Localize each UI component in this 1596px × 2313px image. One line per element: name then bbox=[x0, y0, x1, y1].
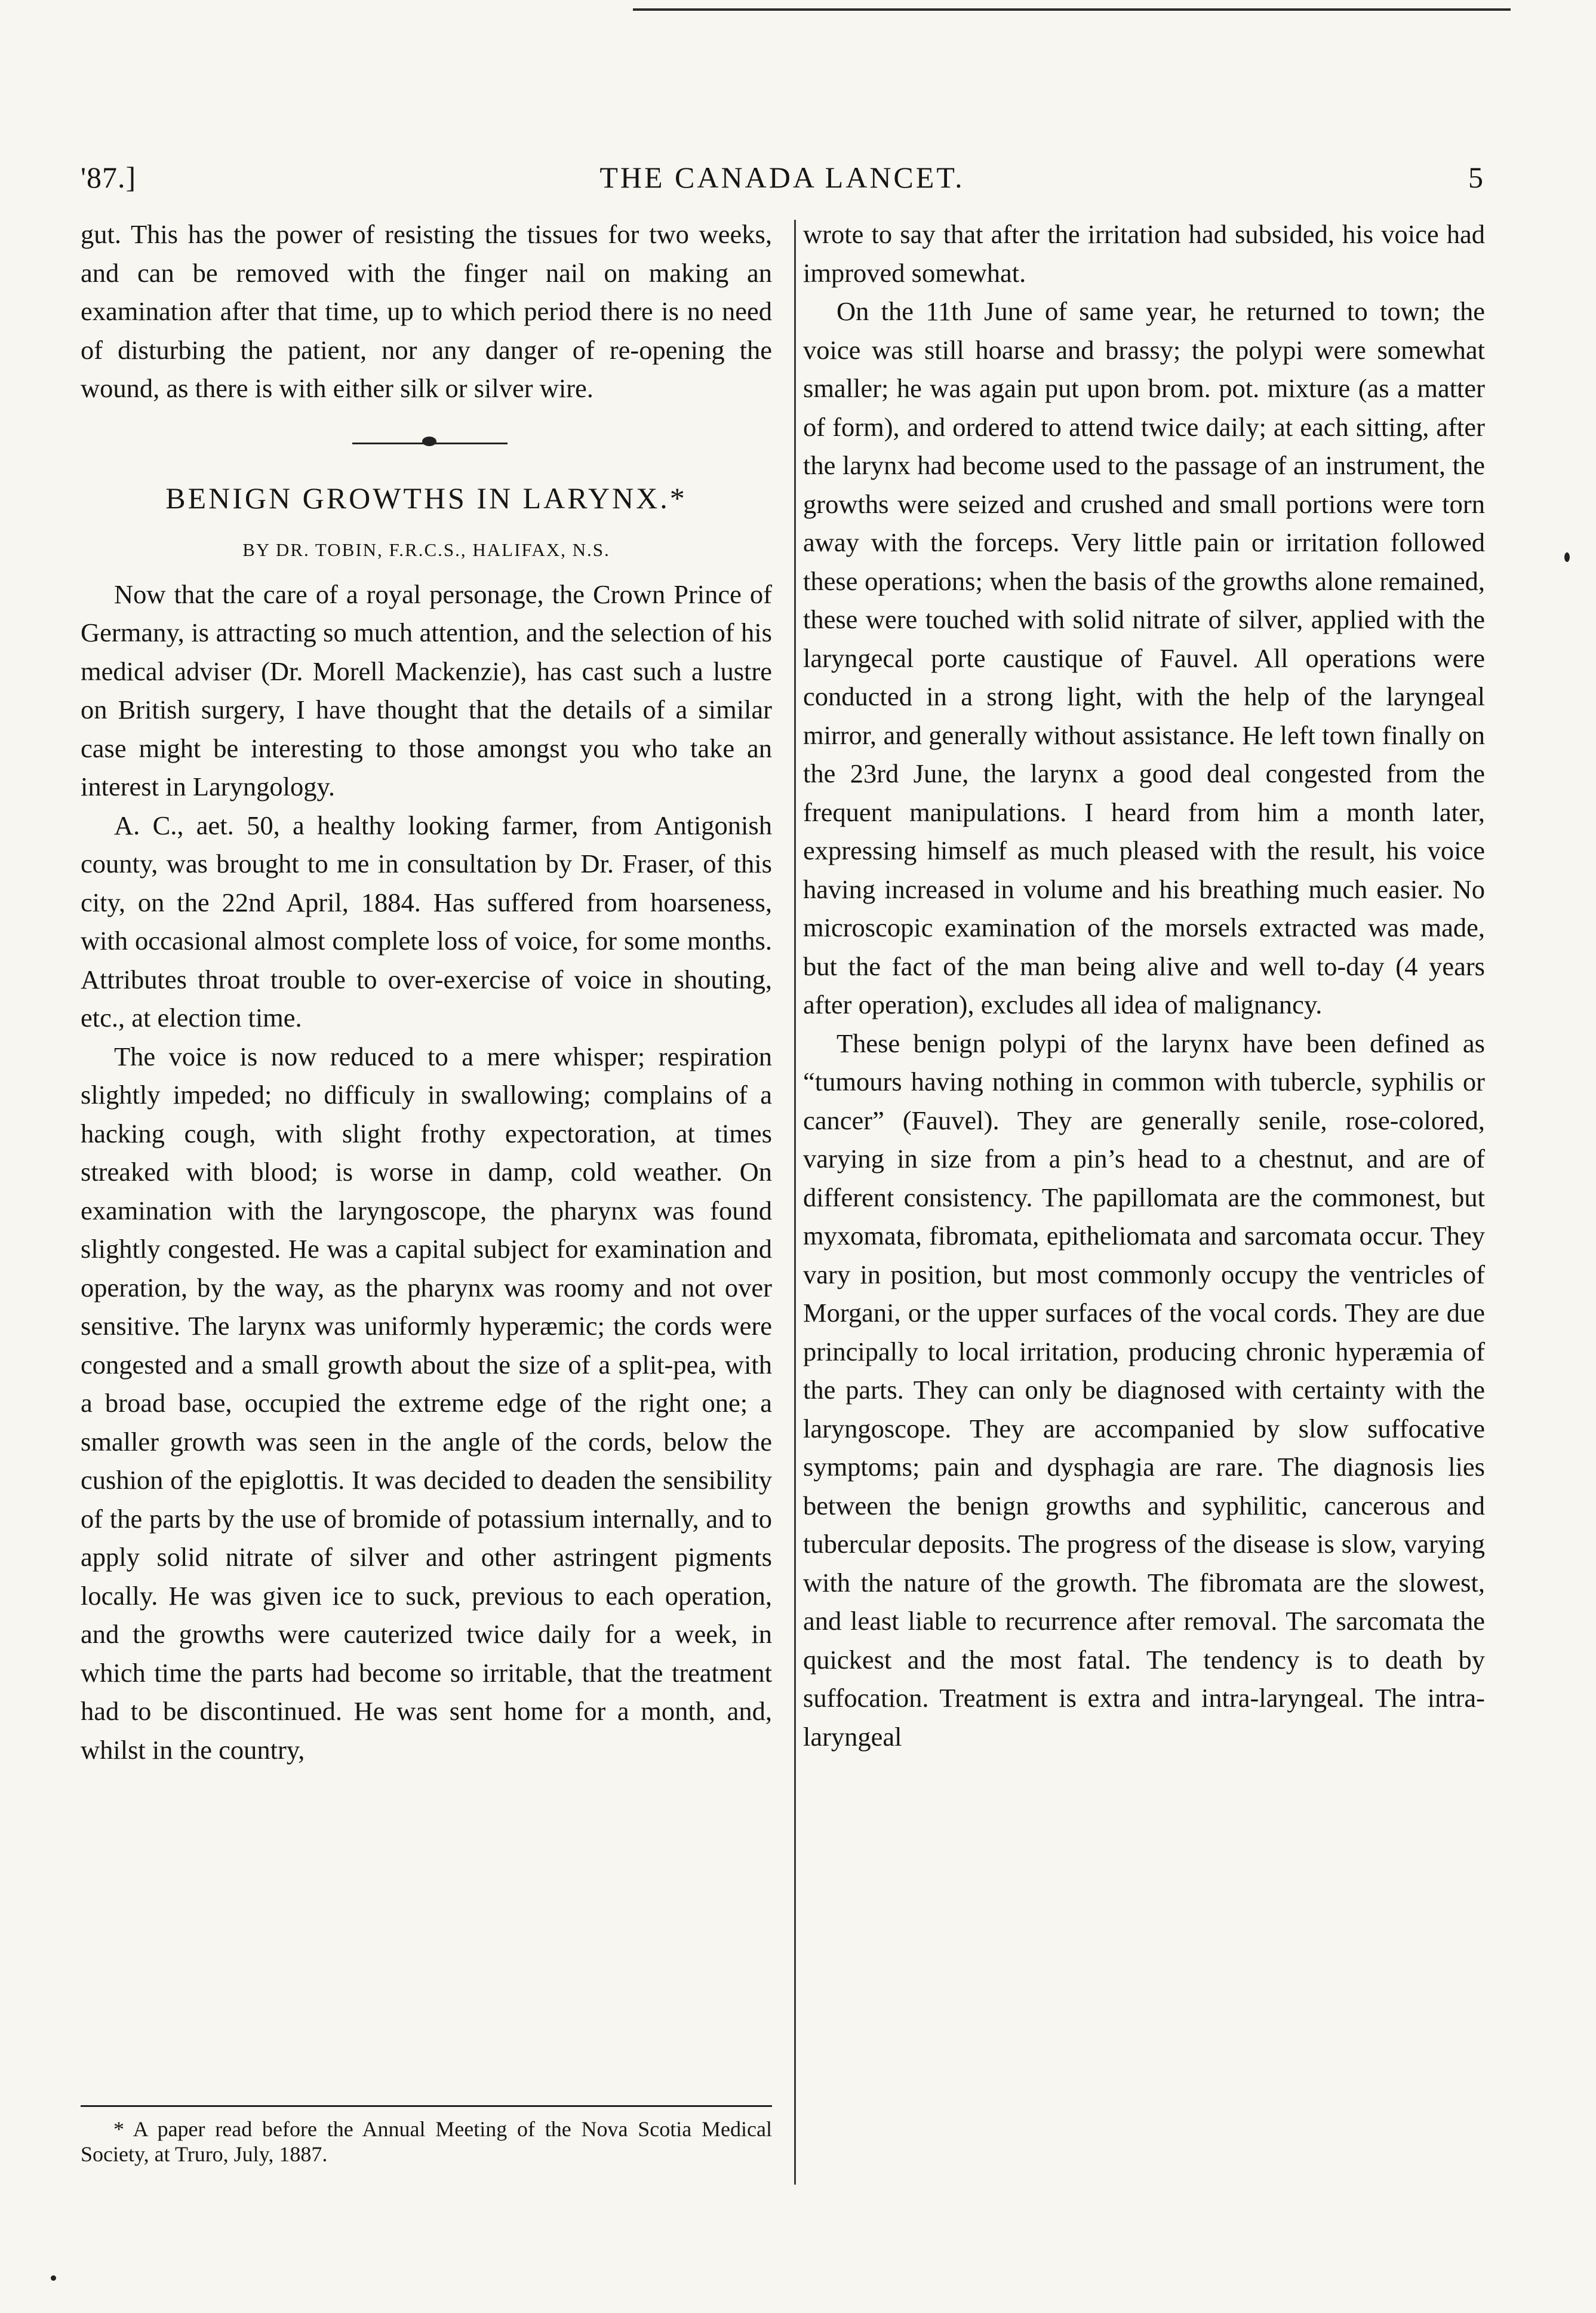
footnote-rule bbox=[81, 2105, 772, 2107]
continued-paragraph: gut. This has the power of resisting the tissues for two weeks, and can be removed with the finger nail on making an examination after that time, up to which period there is no need of disturbing the patient, nor any danger of re-opening the wound, as there is with either silk or silver wire. bbox=[81, 219, 772, 403]
page-number: 5 bbox=[1468, 161, 1484, 194]
article-title: BENIGN GROWTHS IN LARYNX.* bbox=[165, 481, 687, 515]
header-volume-year: '87.] bbox=[81, 161, 137, 194]
top-border-rule bbox=[633, 8, 1511, 11]
article-paragraph: These benign polypi of the larynx have been defined as “tumours having nothing in common with tubercle, syphilis or cancer” (Fauvel). They are generally senile, rose-colored, varying in size from a pin’s head to a chestnut, and are of different consistency. The papillomata are the commonest, but myxomata, fibromata, epitheliomata and sarcomata occur. They vary in position, but most commonly occupy the ventricles of Morgani, or the upper surfaces of the vocal cords. They are due principally to local irritation, producing chronic hyperæmia of the parts. They can only be diagnosed with certainty with the laryngoscope. They are accompanied by slow suffocative symptoms; pain and dysphagia are rare. The diagnosis lies between the benign growths and syphilitic, cancerous and tubercular deposits. The progress of the disease is slow, varying with the nature of the growth. The fibromata are the slowest, and least liable to recurrence after removal. The sarcomata the quickest and the most fatal. The tendency is to death by suffocation. Treatment is extra and intra-laryngeal. The intra-laryngeal bbox=[803, 1028, 1485, 1752]
left-column bbox=[81, 215, 772, 1769]
ink-speck bbox=[51, 2275, 56, 2281]
article-paragraph: On the 11th June of same year, he returned to town; the voice was still hoarse and brassy; the polypi were somewhat smaller; he was again put upon brom. pot. mixture (as a matter of form), and ordered to attend twice daily; at each sitting, after the larynx had become used to the passage of an instrument, the growths were seized and crushed and small portions were torn away with the forceps. Very little pain or irritation followed these operations; when the basis of the growths alone remained, these were touched with solid nitrate of silver, applied with the laryngecal porte caustique of Fauvel. All operations were conducted in a strong light, with the help of the laryngeal mirror, and generally without assistance. He left town finally on the 23rd June, the larynx a good deal congested from the frequent manipulations. I heard from him a month later, expressing himself as much pleased with the result, his voice having increased in volume and his breathing much easier. No microscopic examination of the morsels extracted was made, but the fact of the man being alive and well to-day (4 years after operation), excludes all idea of malignancy. bbox=[803, 296, 1485, 1019]
article-paragraph: A. C., aet. 50, a healthy looking farmer, from Antigonish county, was brought to me in consultation by Dr. Fraser, of this city, on the 22nd April, 1884. Has suffered from hoarseness, with occasional almost complete loss of voice, for some months. Attributes throat trouble to over-exercise of voice in shouting, etc., at election time. bbox=[81, 810, 772, 1033]
footnote bbox=[81, 2117, 772, 2167]
footnote-text: * A paper read before the Annual Meeting of the Nova Scotia Medical Society, at Truro, July, 1887. bbox=[81, 2117, 772, 2166]
journal-title: THE CANADA LANCET. bbox=[599, 161, 965, 194]
ink-speck bbox=[1564, 552, 1570, 562]
article-paragraph: Now that the care of a royal personage, the Crown Prince of Germany, is attracting so much attention, and the selection of his medical adviser (Dr. Morell Mackenzie), has cast such a lustre on British surgery, I have thought that the details of a similar case might be interesting to those amongst you who take an interest in Laryngology. bbox=[81, 579, 772, 801]
article-paragraph: wrote to say that after the irritation had subsided, his voice had improved somewhat. bbox=[803, 219, 1485, 288]
section-ornament bbox=[81, 428, 772, 466]
column-divider bbox=[794, 220, 796, 2185]
article-byline: BY DR. TOBIN, F.R.C.S., HALIFAX, N.S. bbox=[242, 539, 610, 560]
right-column bbox=[803, 215, 1485, 1756]
article-paragraph: The voice is now reduced to a mere whisper; respiration slightly impeded; no difficuly in swallowing; complains of a hacking cough, with slight frothy expectoration, at times streaked with blood; is worse in damp, cold weather. On examination with the laryngoscope, the pharynx was found slightly congested. He was a capital subject for examination and operation, by the way, as the pharynx was roomy and not over sensitive. The larynx was uniformly hyperæmic; the cords were congested and a small growth about the size of a split-pea, with a broad base, occupied the extreme edge of the right one; a smaller growth was seen in the angle of the cords, below the cushion of the epiglottis. It was decided to deaden the sensibility of the parts by the use of bromide of potassium internally, and to apply solid nitrate of silver and other astringent pigments locally. He was given ice to suck, previous to each operation, and the growths were cauterized twice daily for a week, in which time the parts had become so irritable, that the treatment had to be discontinued. He was sent home for a month, and, whilst in the country, bbox=[81, 1041, 772, 1765]
running-head bbox=[81, 160, 1484, 208]
